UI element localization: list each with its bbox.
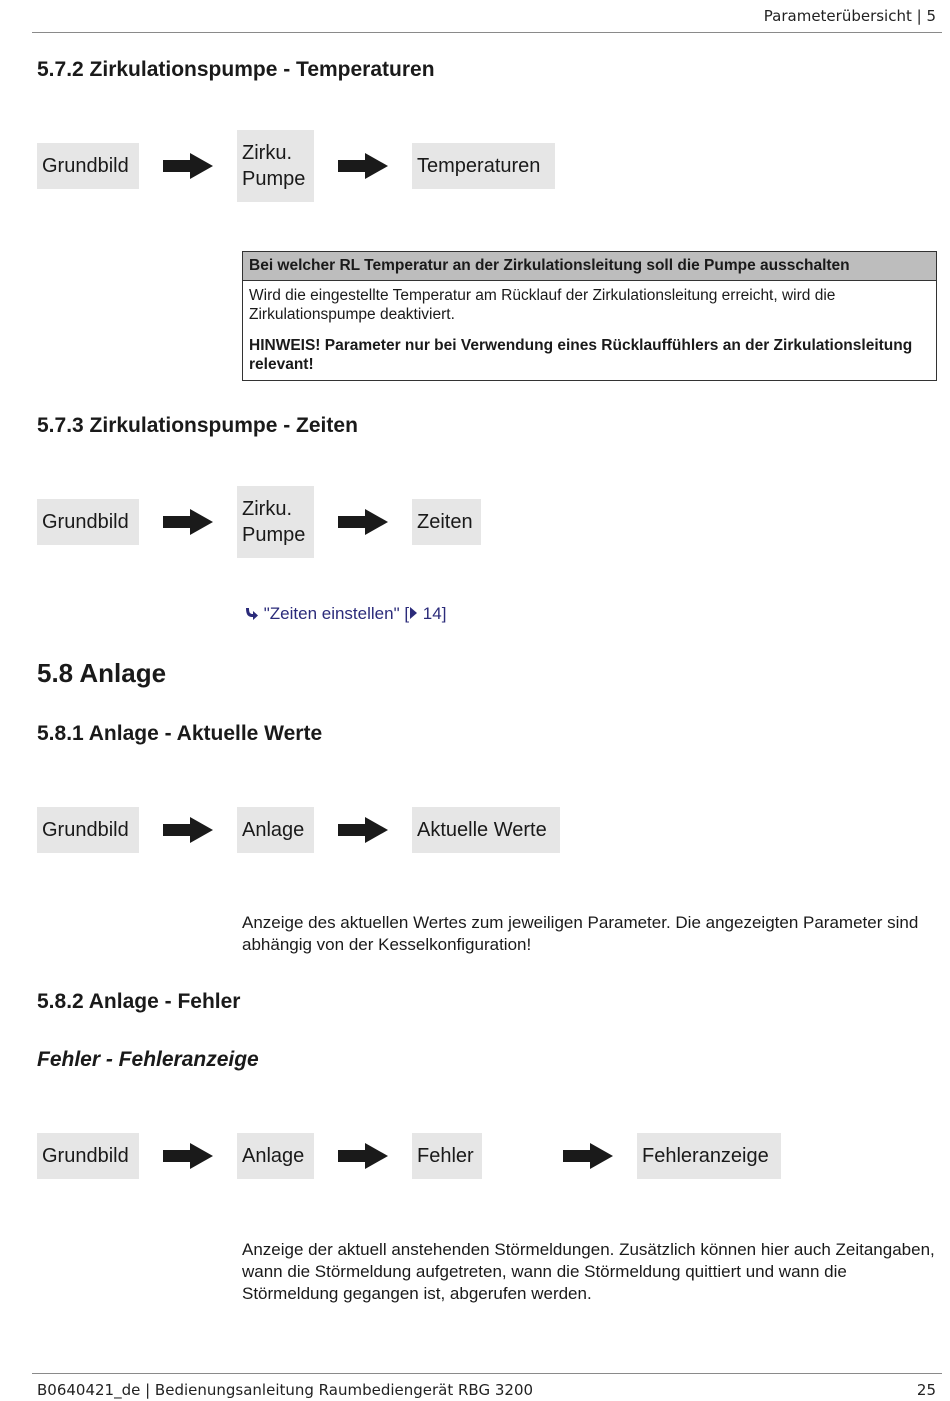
link-page: 14] bbox=[418, 604, 447, 623]
path-box-fehler: Fehler bbox=[412, 1133, 482, 1179]
arrow-icon bbox=[162, 816, 214, 844]
section-title-5-8: 5.8 Anlage bbox=[37, 658, 167, 688]
path-box-zeiten: Zeiten bbox=[412, 499, 481, 545]
path-box-fehleranzeige: Fehleranzeige bbox=[637, 1133, 781, 1179]
arrow-icon bbox=[162, 152, 214, 180]
path-box-temperaturen: Temperaturen bbox=[412, 143, 555, 189]
page-header: Parameterübersicht | 5 bbox=[763, 7, 936, 25]
path-box-aktuelle-werte: Aktuelle Werte bbox=[412, 807, 560, 853]
path-box-grundbild: Grundbild bbox=[37, 1133, 139, 1179]
path-box-line: Pumpe bbox=[242, 524, 306, 546]
path-box-line: Zirku. bbox=[242, 142, 292, 164]
path-box-grundbild: Grundbild bbox=[37, 807, 139, 853]
section-text-5-8-1: Anzeige des aktuellen Wertes zum jeweiligen Parameter. Die angezeigten Parameter sind abhängig von der Kesselkonfiguration! bbox=[242, 913, 919, 954]
section-title-5-8-1: 5.8.1 Anlage - Aktuelle Werte bbox=[37, 722, 323, 745]
path-box-zirku-pumpe bbox=[237, 130, 314, 202]
link-text: "Zeiten einstellen" [ bbox=[263, 604, 410, 623]
path-box-zirku-pumpe bbox=[237, 486, 314, 558]
path-box-line: Pumpe bbox=[242, 168, 306, 190]
cross-reference-link[interactable] bbox=[243, 604, 446, 624]
section-title-5-7-3: 5.7.3 Zirkulationspumpe - Zeiten bbox=[37, 414, 358, 437]
path-box-grundbild: Grundbild bbox=[37, 499, 139, 545]
arrow-icon bbox=[162, 1142, 214, 1170]
parameter-table bbox=[242, 251, 937, 381]
parameter-note: HINWEIS! Parameter nur bei Verwendung eines Rücklauffühlers an der Zirkulationsleitung relevant! bbox=[249, 337, 913, 373]
parameter-description bbox=[243, 281, 936, 380]
path-box-line: Zirku. bbox=[242, 498, 292, 520]
page-number: 25 bbox=[916, 1381, 936, 1399]
arrow-icon bbox=[162, 508, 214, 536]
subsection-title: Fehler - Fehleranzeige bbox=[37, 1048, 259, 1071]
footer-rule bbox=[32, 1373, 942, 1374]
path-box-anlage: Anlage bbox=[237, 807, 314, 853]
arrow-icon bbox=[337, 816, 389, 844]
parameter-name: Bei welcher RL Temperatur an der Zirkulationsleitung soll die Pumpe ausschalten bbox=[243, 252, 936, 281]
parameter-desc-text: Wird die eingestellte Temperatur am Rücklauf der Zirkulationsleitung erreicht, wird die Zirkulationspumpe deaktiviert. bbox=[249, 287, 836, 323]
section-title-5-7-2: 5.7.2 Zirkulationspumpe - Temperaturen bbox=[37, 58, 435, 81]
path-box-grundbild: Grundbild bbox=[37, 143, 139, 189]
page-pointer-icon bbox=[409, 606, 418, 620]
arrow-icon bbox=[562, 1142, 614, 1170]
curved-arrow-icon bbox=[243, 605, 259, 621]
section-title-5-8-2: 5.8.2 Anlage - Fehler bbox=[37, 990, 241, 1013]
header-rule bbox=[32, 32, 942, 33]
footer-document-title: B0640421_de | Bedienungsanleitung Raumbediengerät RBG 3200 bbox=[37, 1381, 534, 1399]
path-box-anlage: Anlage bbox=[237, 1133, 314, 1179]
arrow-icon bbox=[337, 152, 389, 180]
arrow-icon bbox=[337, 508, 389, 536]
arrow-icon bbox=[337, 1142, 389, 1170]
section-text-5-8-2: Anzeige der aktuell anstehenden Störmeldungen. Zusätzlich können hier auch Zeitangaben, wann die Störmeldung aufgetreten, wann die Störmeldung quittiert und wann die Störmeldung gegangen ist, abgerufen werden. bbox=[242, 1240, 935, 1303]
